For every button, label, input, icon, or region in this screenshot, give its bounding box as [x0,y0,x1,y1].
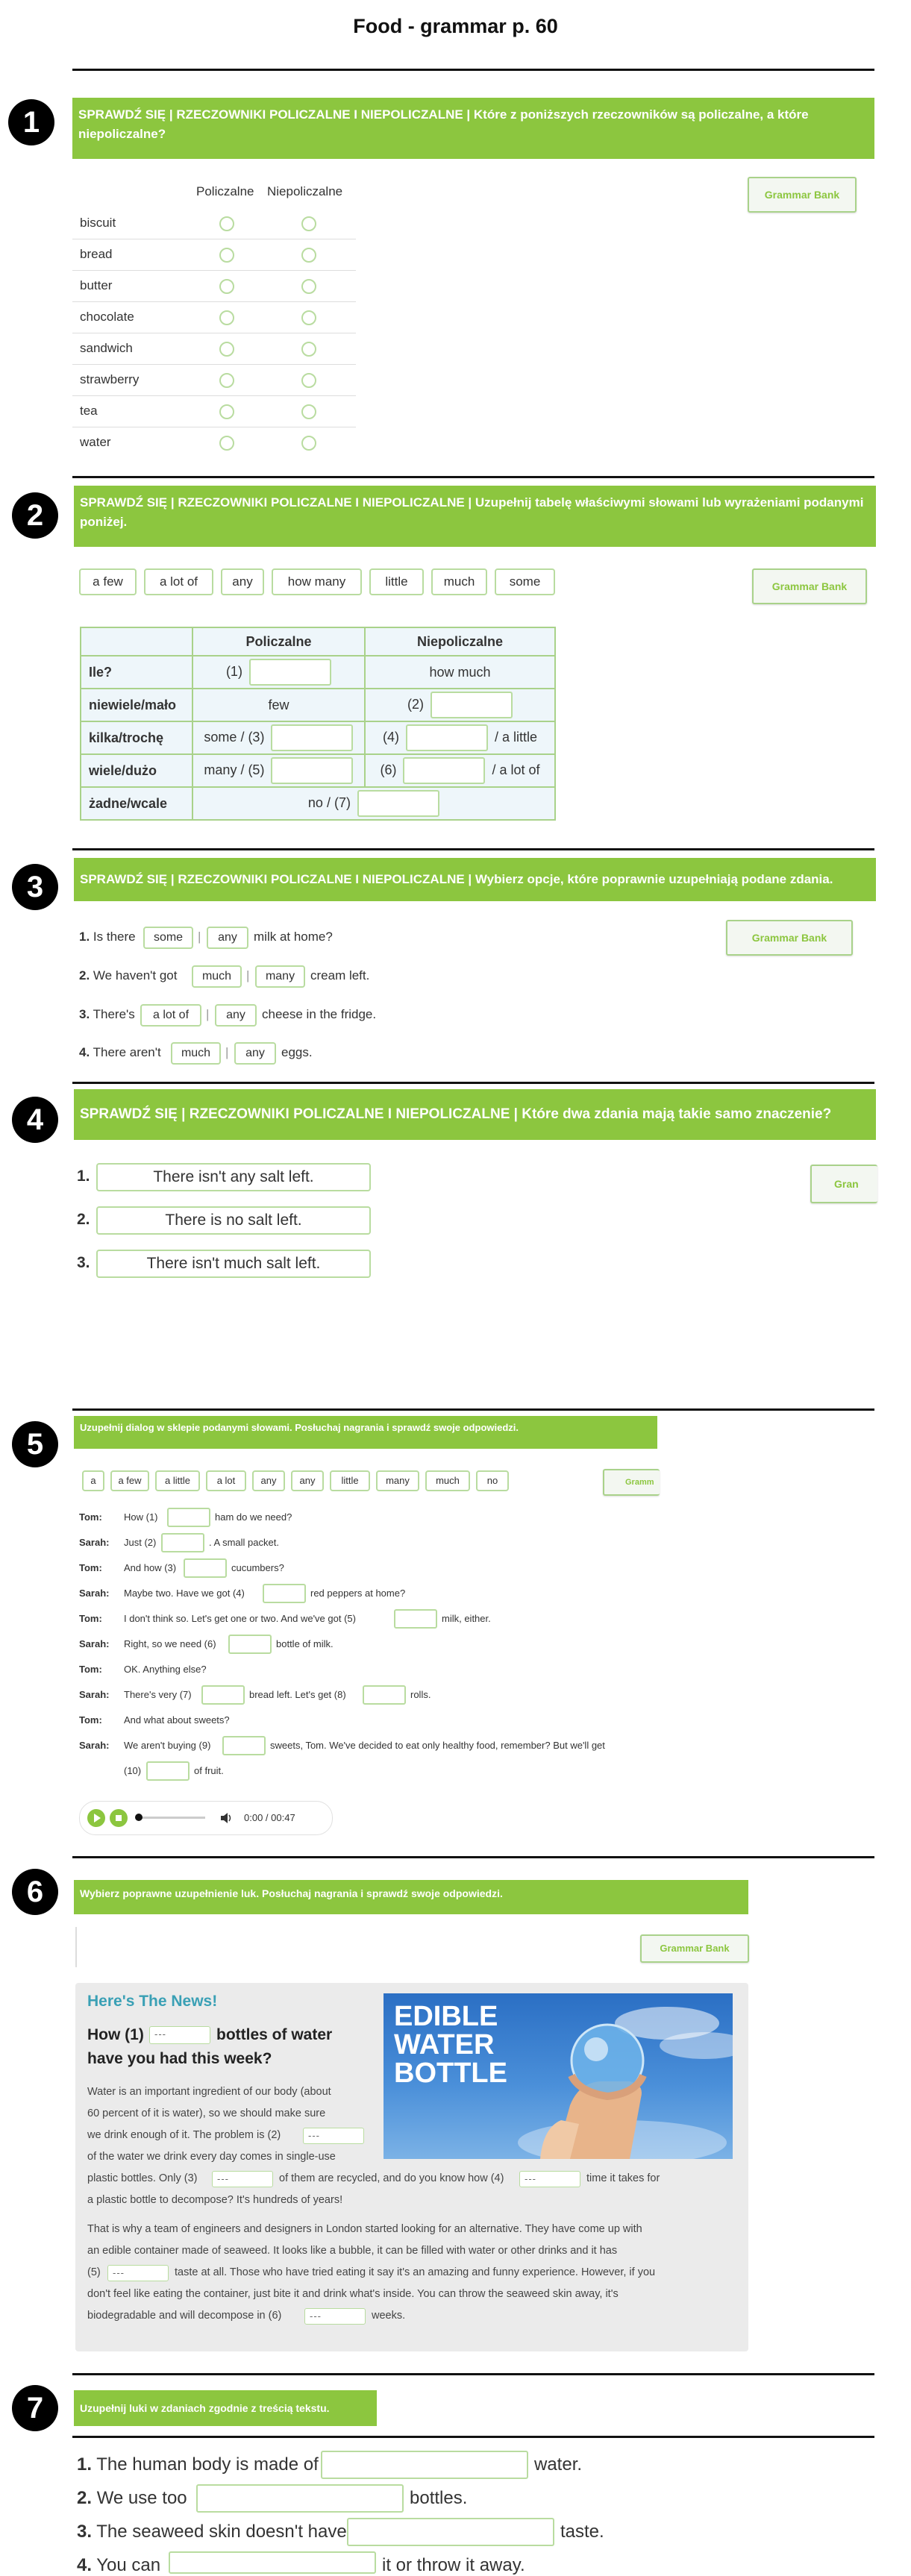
sentence-pre: There's [93,1007,135,1021]
exercise-1-instruction: SPRAWDŹ SIĘ | RZECZOWNIKI POLICZALNE I NIEPOLICZALNE | Które z poniższych rzeczowników są policzalne, a które niepoliczalne? [72,98,874,159]
word-chip[interactable]: any [291,1470,324,1491]
gap-input[interactable] [201,1685,245,1705]
exercise-number-1: 1 [8,99,54,145]
gap-input[interactable] [184,1558,227,1578]
grammar-bank-button[interactable]: Grammar Bank [726,920,853,956]
line-text: . A small packet. [209,1537,279,1548]
page-title: Food - grammar p. 60 [353,15,558,37]
line-text: And what about sweets? [124,1714,230,1726]
table-cell [192,656,365,689]
speaker: Sarah: [79,1638,110,1649]
grammar-bank-button[interactable]: Gramm [603,1469,660,1496]
radio-uncountable[interactable] [301,373,316,388]
sentence-pre: Is there [93,930,136,944]
word-chip[interactable]: any [221,568,264,595]
table-cell [365,689,555,721]
option-separator: | [198,930,201,944]
audio-player [79,1801,333,1835]
word-chip[interactable]: little [330,1470,370,1491]
word-chip[interactable]: much [431,568,487,595]
sentence-text [77,2555,160,2576]
cell-suffix: / a lot of [492,762,540,777]
line-text: Maybe two. Have we got (4) [124,1588,245,1599]
noun-label: water [80,435,111,449]
item-number: 4. [79,1045,90,1059]
sentence-pre: We haven't got [93,968,178,983]
audio-progress-handle[interactable] [135,1814,143,1821]
line-text: milk, either. [442,1613,491,1624]
speaker: Tom: [79,1714,102,1726]
gap-input[interactable] [406,724,488,751]
table-row [81,721,555,754]
gap-input[interactable] [222,1736,266,1755]
stop-icon [110,1809,128,1827]
option-separator: | [246,968,250,983]
answer-input[interactable] [321,2451,528,2479]
text-line: That is why a team of engineers and designers in London started looking for an alternative. They have come up with [87,2223,642,2235]
noun-label: bread [80,247,113,261]
headline-post: bottles of water [216,2026,333,2043]
sentence-post: milk at home? [254,930,333,944]
gap-input[interactable] [167,1508,210,1527]
exercise-number-4: 4 [12,1097,58,1143]
line-text: There's very (7) [124,1689,192,1700]
gap-select[interactable]: --- [149,2026,210,2044]
option-b[interactable]: any [215,1004,257,1027]
sentence-post: water. [534,2454,583,2475]
radio-countable[interactable] [219,436,234,451]
exercise-2-instruction: SPRAWDŹ SIĘ | RZECZOWNIKI POLICZALNE I NIEPOLICZALNE | Uzupełnij tabelę właściwymi słowami lub wyrażeniami podanymi poniżej. [74,486,876,547]
exercise-number-3: 3 [12,864,58,910]
row-divider [72,301,356,302]
item-number: 1. [79,930,90,944]
sentence-text [79,968,177,983]
exercise-4-instruction: SPRAWDŹ SIĘ | RZECZOWNIKI POLICZALNE I NIEPOLICZALNE | Które dwa zdania mają takie samo znaczenie? [74,1089,876,1140]
line-text: cucumbers? [231,1562,284,1573]
word-chip[interactable]: any [252,1470,285,1491]
sentence-post: cheese in the fridge. [262,1007,377,1021]
gap-input[interactable] [161,1533,204,1552]
item-number: 3. [79,1007,90,1021]
word-chip[interactable]: many [376,1470,419,1491]
table-header-row [81,627,555,656]
gap-input[interactable] [263,1584,306,1603]
headline-pre: How (1) [87,2026,144,2043]
line-text: We aren't buying (9) [124,1740,211,1751]
column-header-countable: Policzalne [196,184,254,198]
speaker: Sarah: [79,1689,110,1700]
divider [72,2436,874,2438]
word-chip[interactable]: little [369,568,424,595]
sentence-post: it or throw it away. [382,2555,525,2575]
noun-label: strawberry [80,372,140,386]
text-line: biodegradable and will decompose in (6) [87,2310,282,2322]
table-cell [365,721,555,754]
word-chip[interactable]: a lot of [144,568,213,595]
row-label: niewiele/mało [81,689,192,721]
table-cell [192,787,555,820]
text-line: a plastic bottle to decompose? It's hundreds of years! [87,2194,343,2206]
sentence-text [79,1007,135,1022]
divider [72,2373,874,2375]
gap-input[interactable] [249,659,331,686]
gap-input[interactable] [431,692,513,718]
speaker: Tom: [79,1511,102,1523]
line-text: How (1) [124,1511,158,1523]
divider [72,1408,874,1411]
line-text: I don't think so. Let's get one or two. And we've got (5) [124,1613,356,1624]
radio-uncountable[interactable] [301,279,316,294]
option-a[interactable]: much [171,1042,221,1065]
quantifier-table [80,627,556,821]
line-text: Just (2) [124,1537,157,1548]
row-divider [72,364,356,365]
text-line: Water is an important ingredient of our body (about [87,2086,331,2098]
exercise-number-5: 5 [12,1421,58,1467]
option-a[interactable]: a lot of [140,1004,201,1027]
table-row [81,754,555,787]
answer-input[interactable] [347,2518,554,2546]
sentence-text [77,2522,347,2542]
speaker: Sarah: [79,1740,110,1751]
noun-label: tea [80,404,98,418]
radio-countable[interactable] [219,373,234,388]
table-row [81,787,555,820]
line-text: OK. Anything else? [124,1664,207,1675]
line-text: (10) [124,1765,142,1776]
table-cell: how much [365,656,555,689]
sentence-pre: We use too [96,2488,187,2508]
speaker: Sarah: [79,1588,110,1599]
stop-button[interactable] [110,1809,128,1827]
line-text: bread left. Let's get (8) [249,1689,346,1700]
row-label: Ile? [81,656,192,689]
gap-select[interactable]: --- [107,2265,169,2281]
speaker: Tom: [79,1562,102,1573]
table-cell [192,754,365,787]
line-text: rolls. [410,1689,431,1700]
item-number: 2. [79,968,90,983]
text-line: of the water we drink every day comes in single-use [87,2151,336,2163]
item-number: 2. [77,2488,93,2508]
sentence-pre: You can [96,2555,161,2575]
exercise-number-2: 2 [12,492,58,539]
play-button[interactable] [87,1809,105,1827]
gap-select[interactable]: --- [519,2171,580,2187]
sentence-text [79,930,136,944]
gap-select[interactable]: --- [303,2128,364,2144]
exercise-number-6: 6 [12,1869,58,1915]
image-caption-3: BOTTLE [394,2058,507,2089]
item-number: 1. [77,2454,93,2475]
sentence-post: cream left. [310,968,370,983]
text-line: 60 percent of it is water), so we should make sure [87,2108,326,2119]
line-text: And how (3) [124,1562,177,1573]
answer-input[interactable] [196,2484,404,2513]
sentence-text [77,2488,187,2509]
radio-countable[interactable] [219,310,234,325]
audio-progress-track[interactable] [138,1817,205,1819]
gap-input[interactable] [271,724,353,751]
option-a[interactable]: much [192,965,242,988]
gap-input[interactable] [394,1609,437,1629]
table-cell [365,754,555,787]
line-text: ham do we need? [215,1511,292,1523]
word-chip[interactable]: a lot [206,1470,246,1491]
radio-uncountable[interactable] [301,404,316,419]
gap-number: (6) [380,762,397,777]
radio-uncountable[interactable] [301,310,316,325]
row-label: wiele/dużo [81,754,192,787]
sentence-post: bottles. [410,2488,468,2508]
text-line: plastic bottles. Only (3) [87,2172,198,2184]
row-label: kilka/trochę [81,721,192,754]
radio-countable[interactable] [219,342,234,357]
exercise-number-7: 7 [12,2385,58,2431]
line-text: Right, so we need (6) [124,1638,216,1649]
option-b[interactable]: any [234,1042,276,1065]
sentence-pre: The seaweed skin doesn't have [96,2522,347,2542]
divider [72,69,874,71]
gap-number: no / (7) [307,795,351,810]
noun-label: sandwich [80,341,133,355]
item-number: 3. [77,1254,90,1271]
gap-select[interactable]: --- [304,2308,366,2325]
item-number: 3. [77,2522,93,2542]
row-label: żadne/wcale [81,787,192,820]
news-heading: Here's The News! [87,1993,218,2010]
word-chip[interactable]: a few [110,1470,149,1491]
text-line: taste at all. Those who have tried eating it say it's an amazing and funny experience. However, if you [175,2266,656,2278]
sentence-text [79,1045,161,1060]
column-header-uncountable: Niepoliczalne [267,184,343,198]
gap-number: (4) [382,729,399,745]
option-separator: | [206,1007,210,1021]
sentence-pre: There aren't [93,1045,161,1059]
radio-uncountable[interactable] [301,216,316,231]
word-chip[interactable]: much [425,1470,470,1491]
line-text: sweets, Tom. We've decided to eat only healthy food, remember? But we'll get [270,1740,605,1751]
gap-input[interactable] [271,757,353,784]
audio-time: 0:00 / 00:47 [244,1812,295,1823]
left-border [75,1927,77,1967]
text-line: we drink enough of it. The problem is (2) [87,2129,281,2141]
speaker: Tom: [79,1613,102,1624]
item-number: 2. [77,1211,90,1228]
volume-icon[interactable] [219,1811,234,1829]
exercise-7-instruction: Uzupełnij luki w zdaniach zgodnie z treścią tekstu. [74,2390,377,2426]
option-separator: | [225,1045,229,1059]
noun-label: chocolate [80,310,134,324]
image-caption-2: WATER [394,2029,495,2061]
line-text: bottle of milk. [276,1638,334,1649]
exercise-5-instruction: Uzupełnij dialog w sklepie podanymi słowami. Posłuchaj nagrania i sprawdź swoje odpowiedzi. [74,1416,657,1449]
sentence-post: taste. [560,2522,604,2542]
sentence-option[interactable]: There isn't any salt left. [96,1163,371,1191]
gap-input[interactable] [363,1685,406,1705]
sentence-option[interactable]: There isn't much salt left. [96,1250,371,1278]
line-text: red peppers at home? [310,1588,406,1599]
gap-number: many / (5) [204,762,265,777]
divider [72,1856,874,1858]
table-corner-cell [81,627,192,656]
word-chip[interactable]: how many [272,568,362,595]
headline-line-2: have you had this week? [87,2050,272,2067]
play-icon [87,1809,105,1827]
word-chip[interactable]: a few [79,568,137,595]
item-number: 1. [77,1168,90,1185]
text-line: an edible container made of seaweed. It looks like a bubble, it can be filled with water or other drinks and it has [87,2245,618,2257]
grammar-bank-button[interactable]: Grammar Bank [752,568,867,604]
divider [72,476,874,478]
text-line: of them are recycled, and do you know how (4) [279,2172,504,2184]
word-chip[interactable]: a [82,1470,104,1491]
sentence-pre: The human body is made of [96,2454,319,2475]
text-line: (5) [87,2266,101,2278]
option-a[interactable]: some [143,927,193,949]
gap-number: (1) [225,663,242,679]
word-chip[interactable]: some [495,568,555,595]
exercise-3-instruction: SPRAWDŹ SIĘ | RZECZOWNIKI POLICZALNE I NIEPOLICZALNE | Wybierz opcje, które poprawnie uzupełniają podane zdania. [74,858,876,901]
sentence-text [77,2454,319,2475]
radio-countable[interactable] [219,404,234,419]
image-caption-1: EDIBLE [394,2001,498,2032]
sentence-option[interactable]: There is no salt left. [96,1206,371,1235]
radio-countable[interactable] [219,216,234,231]
radio-uncountable[interactable] [301,342,316,357]
noun-label: butter [80,278,113,292]
word-chip[interactable]: a little [155,1470,200,1491]
grammar-bank-button[interactable]: Grammar Bank [640,1934,749,1963]
table-cell: few [192,689,365,721]
radio-uncountable[interactable] [301,436,316,451]
noun-label: biscuit [80,216,116,230]
divider [72,1082,874,1084]
table-row [81,689,555,721]
radio-uncountable[interactable] [301,248,316,263]
table-cell [192,721,365,754]
gap-input[interactable] [357,790,439,817]
text-line: weeks. [372,2310,406,2322]
radio-countable[interactable] [219,248,234,263]
speaker: Sarah: [79,1537,110,1548]
table-header-uncountable: Niepoliczalne [365,627,555,656]
word-chip[interactable]: no [476,1470,509,1491]
text-line: don't feel like eating the container, just bite it and drink what's inside. You can throw the seaweed skin away, it's [87,2288,619,2300]
option-b[interactable]: any [207,927,248,949]
divider [72,848,874,850]
table-header-countable: Policzalne [192,627,365,656]
line-text: of fruit. [194,1765,224,1776]
speaker: Tom: [79,1664,102,1675]
gap-input[interactable] [146,1761,190,1781]
gap-number: (2) [407,696,424,712]
item-number: 4. [77,2555,93,2575]
row-divider [72,270,356,271]
cell-suffix: / a little [495,729,538,745]
grammar-bank-button[interactable]: Gran [810,1165,877,1203]
gap-number: some / (3) [204,729,265,745]
answer-input[interactable] [169,2551,376,2574]
radio-countable[interactable] [219,279,234,294]
text-line: time it takes for [586,2172,660,2184]
sentence-post: eggs. [281,1045,313,1059]
table-row [81,656,555,689]
gap-input[interactable] [403,757,485,784]
option-b[interactable]: many [255,965,305,988]
exercise-6-instruction: Wybierz poprawne uzupełnienie luk. Posłuchaj nagrania i sprawdź swoje odpowiedzi. [74,1880,748,1914]
gap-input[interactable] [228,1635,272,1654]
grammar-bank-button[interactable]: Grammar Bank [748,177,857,213]
edible-water-bottle-image [384,1993,733,2159]
gap-select[interactable]: --- [212,2171,273,2187]
row-divider [72,395,356,396]
